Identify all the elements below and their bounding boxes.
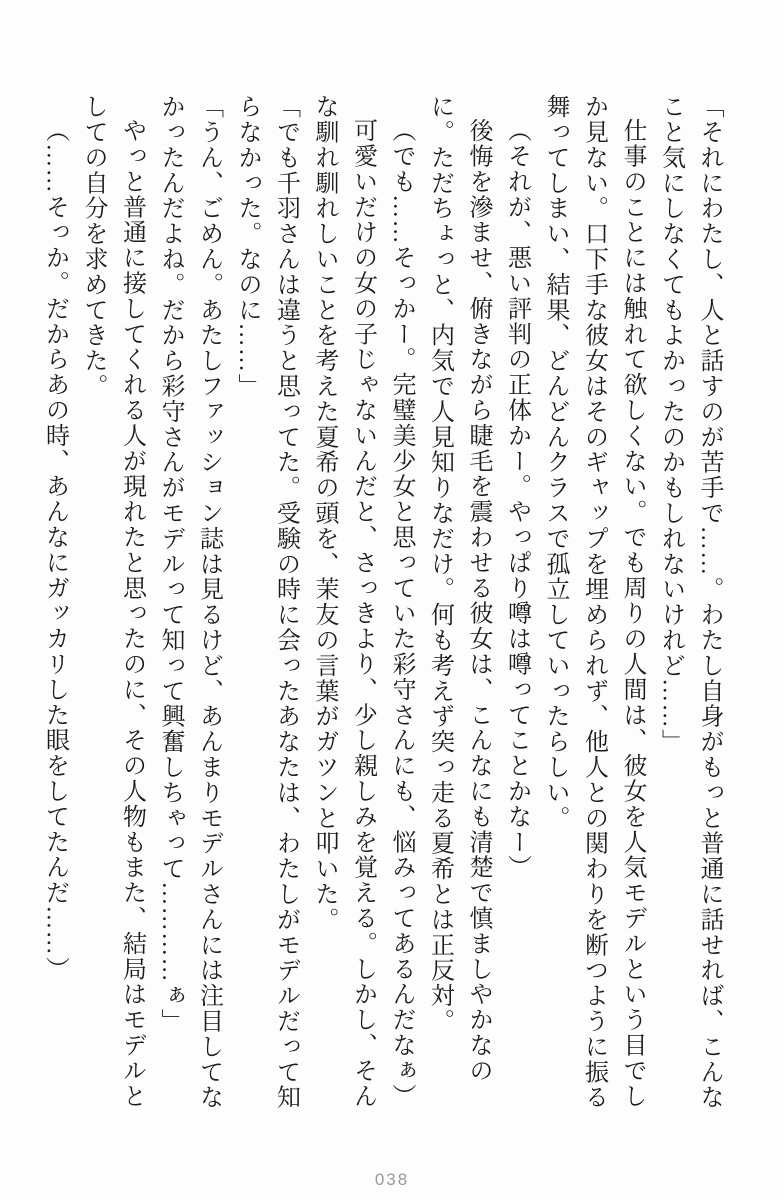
paragraph-narration-2: 後悔を滲ませ、俯きながら睫毛を震わせる彼女は、こんなにも清楚で慎ましやかなのに。ただちょっと、内気で人見知りなだけ。何も考えず突っ走る夏希とは正反対。	[426, 94, 491, 1084]
paragraph-thought-2: （でも……そっかー。完璧美少女と思っていた彩守さんにも、悩みってあるんだなぁ）	[388, 118, 414, 1109]
paragraph-thought-3: （……そっか。だからあの時、あんなにガッカリした眼をしてたんだ……）	[41, 118, 68, 982]
paragraph-narration-1: 仕事のことには触れて欲しくない。でも周りの人間は、彼女を人気モデルという目でしか見ない。口下手な彼女はそのギャップを埋められず、他人との関わりを断つように振る舞ってしまい、結果、どんどんクラスで孤立していったらしい。	[542, 94, 645, 1110]
paragraph-dialogue-1: 「それにわたし、人と話すのが苦手で……。わたし自身がもっと普通に話せれば、こんなこと気にしなくてもよかったのかもしれないけれど……」	[657, 94, 722, 1110]
paragraph-dialogue-3: 「うん、ごめん。あたしファッション誌は見るけど、あんまりモデルさんには注目してなかったんだよね。だから彩守さんがモデルって知って興奮しちゃって…………ぁ」	[157, 94, 222, 1110]
paragraph-dialogue-2: 「でも千羽さんは違うと思ってた。受験の時に会ったあなたは、わたしがモデルだって知らなかった。なのに……」	[234, 94, 299, 1110]
page-text	[35, 94, 728, 1114]
paragraph-narration-3: 可愛いだけの女の子じゃないんだと、さっきより、少し親しみを覚える。しかし、そんな馴れ馴れしいことを考えた夏希の頭を、茉友の言葉がガツンと叩いた。	[311, 94, 376, 1109]
page-number: 038	[374, 1170, 410, 1189]
paragraph-narration-4: やっと普通に接してくれる人が現れたと思ったのに、その人物もまた、結局はモデルとしての自分を求めてきた。	[80, 94, 145, 1109]
paragraph-thought-1: （それが、悪い評判の正体かー。やっぱり噂は噂ってことかなー）	[503, 118, 530, 880]
